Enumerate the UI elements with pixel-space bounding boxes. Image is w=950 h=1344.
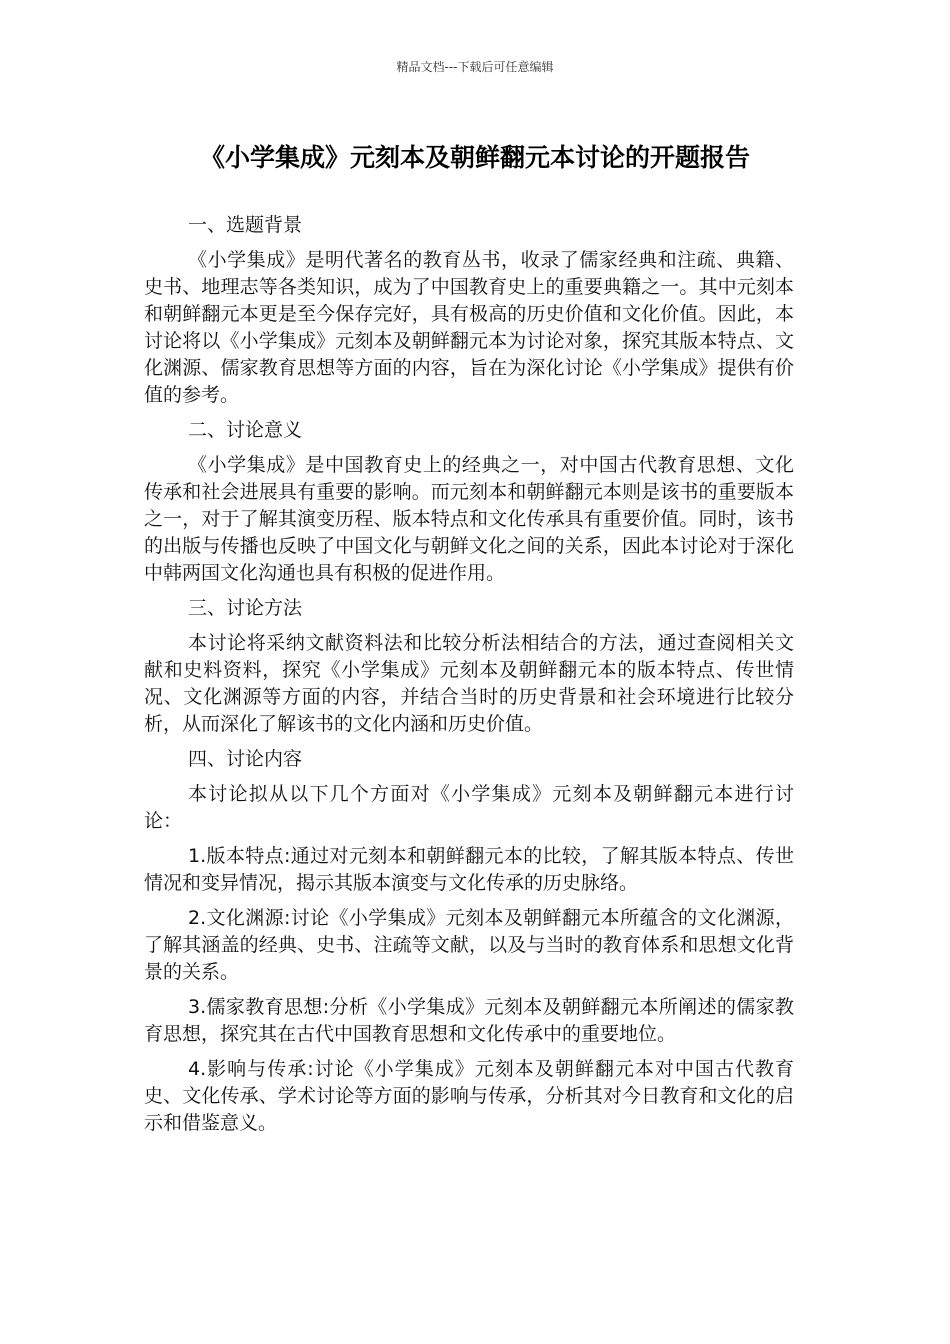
list-item: 3.儒家教育思想:分析《小学集成》元刻本及朝鲜翻元本所阐述的儒家教育思想，探究其在古代中国教育思想和文化传承中的重要地位。 [144, 996, 794, 1045]
header-note: 精品文档---下载后可任意编辑 [396, 60, 554, 74]
section-heading: 一、选题背景 [188, 214, 303, 236]
list-item: 1.版本特点:通过对元刻本和朝鲜翻元本的比较，了解其版本特点、传世情况和变异情况，揭示其版本演变与文化传承的历史脉络。 [144, 845, 794, 894]
paragraph: 本讨论拟从以下几个方面对《小学集成》元刻本及朝鲜翻元本进行讨论： [144, 783, 794, 832]
section-heading: 四、讨论内容 [188, 748, 303, 770]
list-item: 4.影响与传承:讨论《小学集成》元刻本及朝鲜翻元本对中国古代教育史、文化传承、学术讨论等方面的影响与传承，分析其对今日教育和文化的启示和借鉴意义。 [144, 1058, 794, 1134]
paragraph: 本讨论将采纳文献资料法和比较分析法相结合的方法，通过查阅相关文献和史料资料，探究《小学集成》元刻本及朝鲜翻元本的版本特点、传世情况、文化渊源等方面的内容，并结合当时的历史背景和社会环境进行比较分析，从而深化了解该书的文化内涵和历史价值。 [144, 632, 794, 735]
paragraph: 《小学集成》是明代著名的教育丛书，收录了儒家经典和注疏、典籍、史书、地理志等各类知识，成为了中国教育史上的重要典籍之一。其中元刻本和朝鲜翻元本更是至今保存完好，具有极高的历史价值和文化价值。因此，本讨论将以《小学集成》元刻本及朝鲜翻元本为讨论对象，探究其版本特点、文化渊源、儒家教育思想等方面的内容，旨在为深化讨论《小学集成》提供有价值的参考。 [144, 249, 794, 406]
paragraph: 《小学集成》是中国教育史上的经典之一，对中国古代教育思想、文化传承和社会进展具有重要的影响。而元刻本和朝鲜翻元本则是该书的重要版本之一，对于了解其演变历程、版本特点和文化传承具有重要价值。同时，该书的出版与传播也反映了中国文化与朝鲜文化之间的关系，因此本讨论对于深化中韩两国文化沟通也具有积极的促进作用。 [144, 454, 794, 584]
document-title: 《小学集成》元刻本及朝鲜翻元本讨论的开题报告 [199, 143, 750, 172]
section-heading: 二、讨论意义 [188, 419, 303, 441]
section-heading: 三、讨论方法 [188, 597, 303, 619]
document-body [144, 212, 794, 1145]
list-item: 2.文化渊源:讨论《小学集成》元刻本及朝鲜翻元本所蕴含的文化渊源，了解其涵盖的经典、史书、注疏等文献，以及与当时的教育体系和思想文化背景的关系。 [144, 907, 794, 983]
